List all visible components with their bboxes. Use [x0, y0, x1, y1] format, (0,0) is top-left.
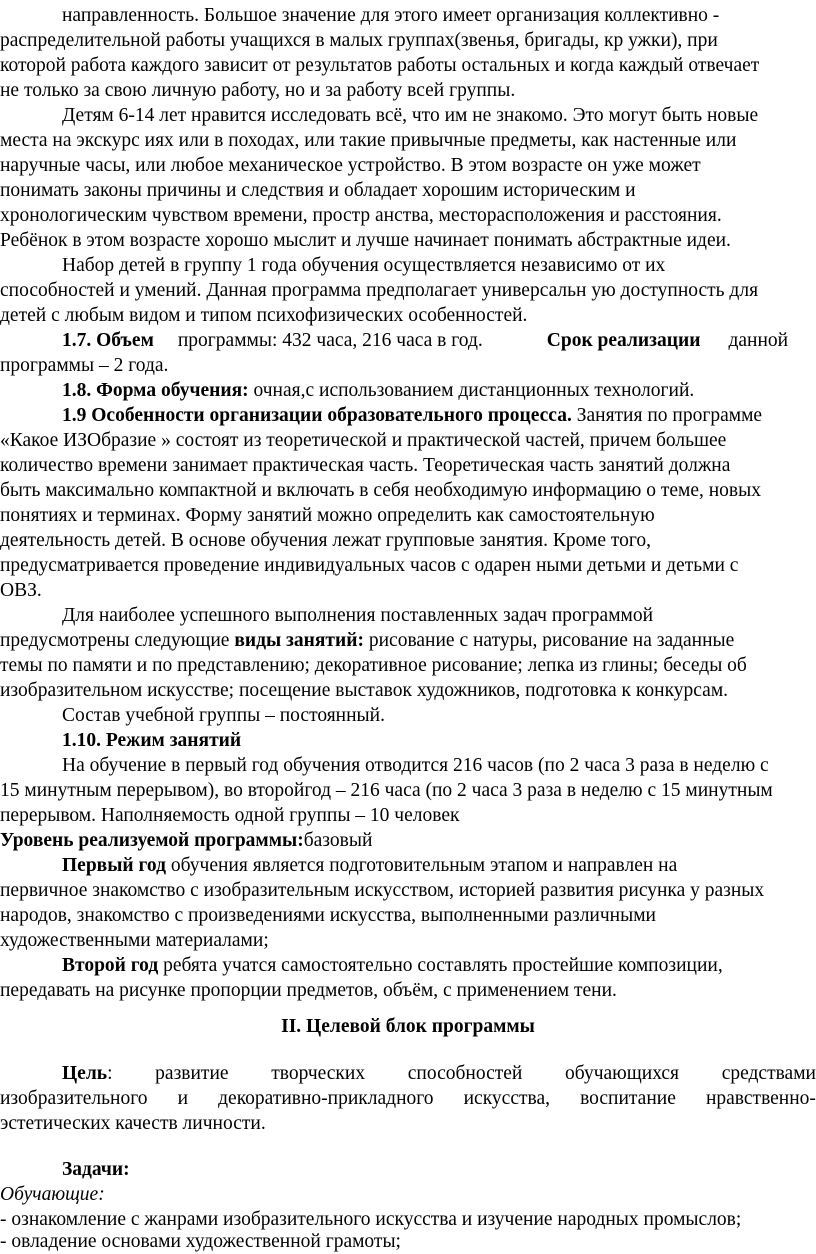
section-title: II. Целевой блок программы	[281, 1016, 535, 1037]
paragraph-line	[0, 554, 816, 578]
term-label: Срок реализации	[546, 330, 701, 351]
paragraph-line	[0, 154, 816, 178]
term-label: виды занятий:	[234, 630, 364, 651]
text: - овладение основами художественной грамоты;	[0, 1231, 401, 1252]
level-value: базовый	[303, 830, 373, 851]
paragraph-line	[0, 279, 816, 303]
paragraph-line	[0, 979, 816, 1003]
paragraph-line	[0, 779, 816, 803]
text: эстетических качеств личности.	[0, 1113, 266, 1134]
paragraph-line	[0, 454, 816, 478]
paragraph-line	[0, 29, 816, 53]
text: народов, знакомство с произведениями искусства, выполненными различными	[0, 905, 656, 926]
word: нравственно-	[705, 1088, 816, 1109]
text: :	[107, 1063, 113, 1084]
text: ОВЗ.	[0, 580, 42, 601]
word: искусства,	[463, 1088, 550, 1109]
text: детей с любым видом и типом психофизических особенностей.	[0, 305, 528, 326]
paragraph-line	[0, 654, 816, 678]
paragraph-line	[62, 254, 816, 278]
paragraph-line	[62, 4, 816, 28]
text: перерывом. Наполняемость одной группы – 10 человек	[0, 805, 460, 826]
text: Ребёнок в этом возрасте хорошо мыслит и лучше начинает понимать абстрактные идеи.	[0, 230, 731, 251]
section-1-9	[62, 404, 816, 428]
section-1-7	[62, 329, 816, 353]
text: быть максимально компактной и включать в себя необходимую информацию о теме, новых	[0, 480, 761, 501]
paragraph-line	[0, 229, 816, 253]
text: Занятия по программе	[571, 405, 763, 426]
section-heading	[0, 1015, 816, 1039]
paragraph-line	[0, 504, 816, 528]
text: программы: 432 часа, 216 часа в год.	[177, 330, 483, 351]
text: рисование с натуры, рисование на заданные	[363, 630, 735, 651]
paragraph-line	[0, 429, 816, 453]
text: Состав учебной группы – постоянный.	[62, 705, 385, 726]
paragraph-line	[0, 354, 816, 378]
section-1-10-heading	[62, 729, 816, 753]
text: понятиях и терминах. Форму занятий можно определить как самостоятельную	[0, 505, 655, 526]
paragraph-line	[0, 54, 816, 78]
tasks-subheading	[0, 1183, 816, 1207]
text: Детям 6-14 лет нравится исследовать всё, что им не знакомо. Это могут быть новые	[62, 105, 759, 126]
text: очная,с использованием дистанционных технологий.	[248, 380, 695, 401]
paragraph-line	[0, 629, 816, 653]
text: места на экскурс иях или в походах, или такие привычные предметы, как настенные или	[0, 130, 737, 151]
text: передавать на рисунке пропорции предметов, объём, с применением тени.	[0, 980, 617, 1001]
section-label: 1.7. Объем	[62, 330, 154, 351]
text: Набор детей в группу 1 года обучения осуществляется независимо от их	[62, 255, 666, 276]
paragraph-line	[0, 179, 816, 203]
year1-line	[62, 854, 816, 878]
text: которой работа каждого зависит от результатов работы остальных и когда каждый отвечает	[0, 55, 760, 76]
paragraph-line	[62, 704, 816, 728]
text: распределительной работы учащихся в малых группах(звенья, бригады, кр ужки), при	[0, 30, 718, 51]
word: и	[177, 1088, 189, 1109]
text: «Какое ИЗОбразие » состоят из теоретической и практической частей, причем большее	[0, 430, 727, 451]
paragraph-line	[0, 879, 816, 903]
year2-line	[62, 954, 816, 978]
text: наручные часы, или любое механическое устройство. В этом возрасте он уже может	[0, 155, 701, 176]
paragraph-line	[62, 754, 816, 778]
text: изобразительном искусстве; посещение выставок художников, подготовка к конкурсам.	[0, 680, 729, 701]
word: изобразительного	[0, 1088, 148, 1109]
paragraph-line	[0, 1112, 816, 1136]
paragraph-line	[0, 79, 816, 103]
section-1-8	[62, 379, 816, 403]
text: На обучение в первый год обучения отводится 216 часов (по 2 часа 3 раза в неделю с	[62, 755, 769, 776]
text: предусматривается проведение индивидуальных часов с одарен ными детьми и детьми с	[0, 555, 739, 576]
paragraph-line	[62, 604, 816, 628]
list-item	[0, 1208, 816, 1232]
tasks-heading	[62, 1158, 816, 1182]
section-label: 1.9 Особенности организации образовательного процесса.	[62, 405, 572, 426]
text: способностей и умений. Данная программа предполагает универсальн ую доступность для	[0, 280, 759, 301]
paragraph-line	[0, 679, 816, 703]
tasks-sublabel: Обучающие:	[0, 1184, 105, 1205]
text: хронологическим чувством времени, простр анства, месторасположения и расстояния.	[0, 205, 722, 226]
section-label: 1.8. Форма обучения:	[62, 380, 249, 401]
text: не только за свою личную работу, но и за работу всей группы.	[0, 80, 516, 101]
paragraph-line	[0, 304, 816, 328]
text: понимать законы причины и следствия и обладает хорошим историческим и	[0, 180, 636, 201]
goal-label: Цель	[62, 1063, 108, 1084]
paragraph-line	[0, 929, 816, 953]
text: данной	[728, 330, 789, 351]
goal-line	[62, 1062, 816, 1086]
word: творческих	[271, 1063, 366, 1084]
text: Для наиболее успешного выполнения поставленных задач программой	[62, 605, 654, 626]
paragraph-line	[0, 904, 816, 928]
text: количество времени занимает практическая часть. Теоретическая часть занятий должна	[0, 455, 731, 476]
list-item	[0, 1230, 816, 1254]
word: воспитание	[580, 1088, 676, 1109]
text: - ознакомление с жанрами изобразительного искусства и изучение народных промыслов;	[0, 1209, 742, 1230]
section-label: 1.10. Режим занятий	[62, 730, 242, 751]
term-label: Второй год	[62, 955, 159, 976]
goal-line	[0, 1087, 816, 1111]
text: ребята учатся самостоятельно составлять простейшие композиции,	[158, 955, 723, 976]
text: деятельность детей. В основе обучения лежат групповые занятия. Кроме того,	[0, 530, 652, 551]
word: способностей	[407, 1063, 523, 1084]
paragraph-line	[0, 204, 816, 228]
word: декоративно-прикладного	[218, 1088, 434, 1109]
text: направленность. Большое значение для этого имеет организация коллективно -	[62, 5, 720, 26]
paragraph-line	[0, 579, 816, 603]
text: 15 минутным перерывом), во второйгод – 216 часа (по 2 часа 3 раза в неделю с 15 минутным	[0, 780, 773, 801]
level-label: Уровень реализуемой программы:	[0, 830, 304, 851]
text: программы – 2 года.	[0, 355, 169, 376]
word: обучающихся	[565, 1063, 680, 1084]
paragraph-line	[0, 804, 816, 828]
text: темы по памяти и по представлению; декоративное рисование; лепка из глины; беседы об	[0, 655, 747, 676]
text: художественными материалами;	[0, 930, 269, 951]
text: предусмотрены следующие	[0, 630, 235, 651]
text: первичное знакомство с изобразительным искусством, историей развития рисунка у разных	[0, 880, 765, 901]
term-label: Первый год	[62, 855, 166, 876]
tasks-label: Задачи:	[62, 1159, 130, 1180]
paragraph-line	[0, 479, 816, 503]
goal-label-wrap	[62, 1062, 113, 1086]
paragraph-line	[0, 529, 816, 553]
paragraph-line	[62, 104, 816, 128]
program-level	[0, 829, 816, 853]
paragraph-line	[0, 129, 816, 153]
word: средствами	[721, 1063, 816, 1084]
text: обучения является подготовительным этапом и направлен на	[165, 855, 678, 876]
word: развитие	[155, 1063, 229, 1084]
